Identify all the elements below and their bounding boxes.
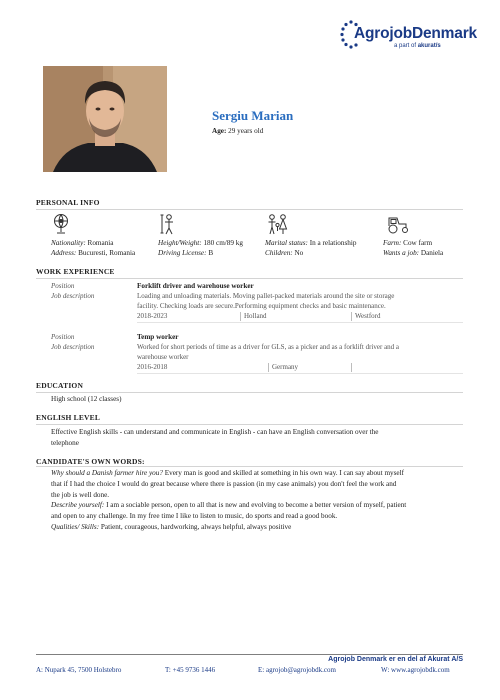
family-icon <box>266 213 290 235</box>
footer-divider <box>36 654 463 655</box>
personal-info-title: PERSONAL INFO <box>36 198 100 207</box>
job-description: Worked for short periods of time as a driver for GLS, as a picker and as a forklift driver and a warehouse worker <box>137 343 400 361</box>
farm-field: Farm: Cow farm <box>383 239 433 247</box>
job-years: 2018-2023 <box>137 312 168 320</box>
section-divider <box>36 466 463 467</box>
company-logo <box>336 19 477 59</box>
height-weight-field: Height/Weight: 180 cm/89 kg <box>158 239 243 247</box>
section-divider <box>36 424 463 425</box>
job-place: Westford <box>355 312 381 320</box>
footer-address: A: Nupark 45, 7500 Holstebro <box>36 666 122 674</box>
position-label: Position <box>51 282 75 290</box>
driving-license-field: Driving License: B <box>158 249 214 257</box>
position-label: Position <box>51 333 75 341</box>
job-position: Forklift driver and warehouse worker <box>137 282 254 290</box>
education-text: High school (12 classes) <box>51 395 122 403</box>
tractor-icon <box>386 213 410 235</box>
row-divider <box>137 373 463 374</box>
section-divider <box>36 392 463 393</box>
own-words-title: CANDIDATE'S OWN WORDS: <box>36 457 145 466</box>
marital-status-field: Marital status: In a relationship <box>265 239 357 247</box>
nationality-field: Nationality: Romania <box>51 239 114 247</box>
work-experience-title: WORK EXPERIENCE <box>36 267 115 276</box>
candidate-name: Sergiu Marian <box>212 108 294 123</box>
english-level-title: ENGLISH LEVEL <box>36 413 101 422</box>
person-height-icon <box>160 213 178 235</box>
candidate-photo <box>43 66 167 172</box>
job-years: 2016-2018 <box>137 363 168 371</box>
globe-pin-icon <box>52 213 70 235</box>
english-level-text: Effective English skills - can understand and communicate in English - can have an English conversation over the telephone <box>51 428 379 447</box>
row-divider <box>137 322 463 323</box>
job-country: Germany <box>272 363 299 371</box>
section-divider <box>36 209 463 210</box>
job-position: Temp worker <box>137 333 179 341</box>
footer-website-link[interactable]: W: www.agrojobdk.com <box>381 666 450 674</box>
footer-email-link[interactable]: E: agrojob@agrojobdk.com <box>258 666 336 674</box>
job-description: Loading and unloading materials. Moving pallet-packed materials around the site or storage facility. Checking loads are secure.Performing equipment checks and basic maintenance. <box>137 292 395 310</box>
job-description-label: Job description <box>51 292 95 300</box>
wants-job-field: Wants a job: Daniela <box>383 249 444 257</box>
footer-phone: T: +45 9736 1446 <box>165 666 216 674</box>
section-divider <box>36 278 463 279</box>
column-separator <box>351 312 352 321</box>
job-description-label: Job description <box>51 343 95 351</box>
column-separator <box>240 312 241 321</box>
address-field: Address: Bucuresti, Romania <box>51 249 136 257</box>
column-separator <box>268 363 269 372</box>
children-field: Children: No <box>265 249 304 257</box>
candidate-age: Age: 29 years old <box>212 127 264 135</box>
column-separator <box>351 363 352 372</box>
footer-company: Agrojob Denmark er en del af Akurat A/S <box>328 656 463 663</box>
job-country: Holland <box>244 312 267 320</box>
own-words-text: Why should a Danish farmer hire you? Every man is good and skilled at something in his own way. I can say about myself that if I had the choice I would do great because where there is passion (in my case animals) you don't feel the work and the job is well done. Describe yourself: I am a sociable person, open to all that is new and evolving to become a better version of myself, patient and open to any challenge. In my free time I like to listen to music, do sports and read a good book. Qualities/ Skills: Patient, courageous, hardworking, always helpful, always positive <box>51 469 407 531</box>
logo-brand: AgrojobDenmark <box>354 25 477 42</box>
education-title: EDUCATION <box>36 381 84 390</box>
logo-tagline: a part of akurat/s <box>394 43 441 49</box>
